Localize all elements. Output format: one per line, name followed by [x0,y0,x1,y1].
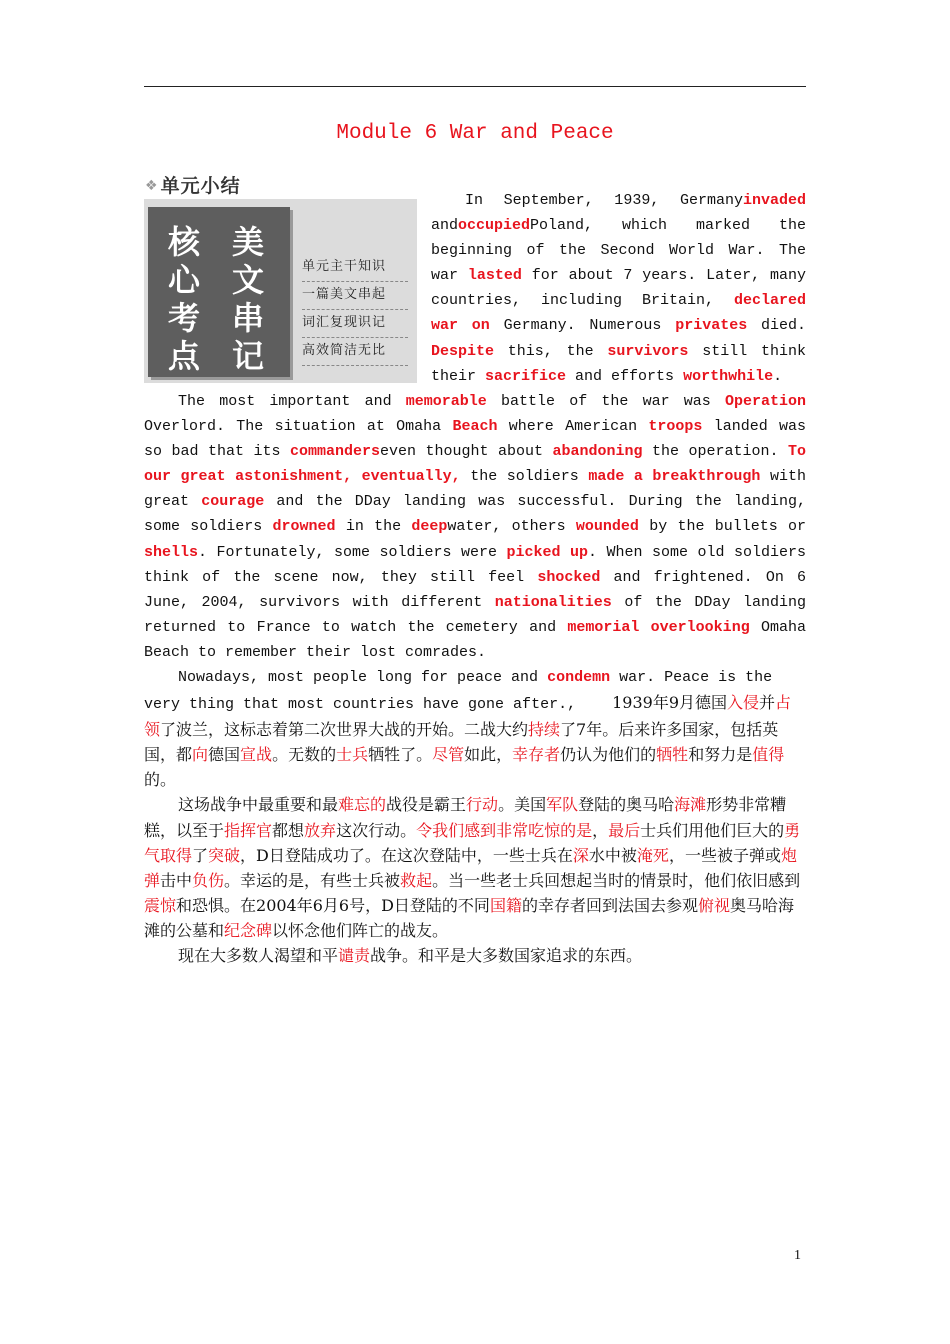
highlighted-term: 震惊 [144,895,177,915]
highlighted-term: 值得 [752,745,785,765]
page-title: Module 6 War and Peace [336,122,614,145]
highlighted-term: courage [201,493,265,511]
text-run: and efforts [566,367,684,385]
text-run: 士兵们用他们巨大的 [640,820,785,840]
highlighted-term: 突破 [208,845,241,865]
banner-lines [302,254,408,366]
text-run: 。美国 [498,795,547,815]
text-run: where American [497,418,649,436]
highlighted-term: 士兵 [336,745,369,765]
text-run: ，一些被子弹或 [668,845,781,865]
text-run: by the bullets or [638,518,806,536]
highlighted-term: worthwhile [683,367,774,385]
highlighted-term: 入侵 [727,693,760,713]
banner-line: 单元主干知识 [302,254,408,282]
text-run: 1939年9月德国 [612,693,727,713]
highlighted-term: declared war on [431,292,806,335]
text-run: 奥马哈海滩的公墓和 [144,895,794,940]
text-run: still think their [431,342,806,385]
text-run: 水中被 [588,845,637,865]
highlighted-term: privates [675,317,748,335]
text-run: 如此， [464,745,513,765]
text-run: the operation. [642,443,788,461]
text-run: 了波兰，这标志着第二次世界大战的开始。二战大约 [160,720,529,740]
banner-char: 考 [168,299,201,337]
highlighted-term: 勇气取得 [144,820,801,865]
highlighted-term: Operation [724,393,806,410]
text-run: died. [747,317,806,335]
text-run: ，D日登陆成功了。在这次登陆中，一些士兵在 [240,845,573,865]
banner-char: 串 [232,299,265,337]
text-run: 德国 [208,745,241,765]
text-run: 牺牲了。 [368,745,433,765]
banner-char: 文 [232,261,265,299]
text-run: Omaha Beach to remember their lost comrades. [144,618,806,661]
text-run: battle of the war was [486,393,725,410]
highlighted-term: condemn [547,669,611,686]
highlighted-term: 救起 [400,870,433,890]
text-run: Overlord. The situation at Omaha [144,418,453,436]
highlighted-term: abandoning [552,443,643,461]
highlighted-term: 宣战 [240,745,273,765]
highlighted-term: memorable [405,393,487,410]
text-run: 的幸存者回到法国去参观 [521,895,698,915]
spacer [576,696,612,713]
text-run: 战争。和平是大多数国家追求的东西。 [370,946,643,966]
text-run: 和努力是 [688,745,753,765]
text-run: 并 [759,693,776,713]
text-run: war. Peace is the very thing that most countries have gone after., [144,669,773,714]
text-run: and [431,217,459,235]
text-run: 的。 [144,770,177,790]
highlighted-term: To our great astonishment, eventually, [144,443,806,486]
text-run: In September, 1939, Germany [465,192,743,209]
text-run: landed was so bad that its [144,418,806,461]
highlighted-term: made a breakthrough [588,468,761,486]
text-run: 这场战争中最重要和最 [178,795,339,815]
highlighted-term: 难忘的 [338,795,387,815]
text-run: 以怀念他们阵亡的战友。 [272,920,449,940]
highlighted-term: 谴责 [338,946,371,966]
banner-char: 核 [168,223,201,261]
paragraph-1 [431,188,806,389]
text-run: Nowadays, most people long for peace and [178,669,548,686]
highlighted-term: shocked [537,568,601,586]
page-number: 1 [794,1248,801,1263]
paragraph-3-mixed [144,665,806,792]
highlighted-term: nationalities [494,593,612,611]
highlighted-term: 持续 [528,720,561,740]
banner-char: 记 [232,337,265,375]
highlighted-term: 最后 [608,820,641,840]
highlighted-term: survivors [607,342,689,360]
highlighted-term: 幸存者 [512,745,561,765]
highlighted-term: 行动 [466,795,499,815]
highlighted-term: occupied [458,217,531,235]
text-run: 都想 [272,820,305,840]
highlighted-term: 军队 [546,795,579,815]
highlighted-term: 国籍 [489,895,522,915]
highlighted-term: commanders [289,443,380,461]
banner-big-left [168,223,200,375]
highlighted-term: 向 [192,745,209,765]
highlighted-term: drowned [272,518,336,536]
highlighted-term: troops [648,418,703,436]
text-run: 仍认为他们的 [560,745,657,765]
banner-dark-panel [148,207,290,377]
highlighted-term: 牺牲 [656,745,689,765]
text-run: ， [592,820,609,840]
banner-big-right [232,223,264,375]
text-run: with great [144,468,806,511]
chinese-paragraph-2 [144,792,806,943]
text-run: 击中 [160,870,193,890]
highlighted-term: Despite [431,342,495,360]
text-run: in the [335,518,412,536]
text-run: and frightened. On 6 June, 2004, survivors with different [144,568,807,611]
highlighted-term: 深 [572,845,589,865]
highlighted-term: 炮弹 [144,845,797,890]
text-run: 战役是霸王 [386,795,467,815]
highlighted-term: lasted [467,267,522,285]
text-run: and the DDay landing was successful. During the landing, some soldiers [144,493,806,536]
highlighted-term: 负伤 [192,870,225,890]
highlighted-term: 尽管 [432,745,465,765]
text-run: 了7年。后来许多国家，包括英国，都 [144,720,779,765]
section-heading [145,171,241,198]
banner-char: 点 [168,337,201,375]
banner-line: 词汇复现识记 [302,310,408,338]
banner-char: 心 [168,261,201,299]
highlighted-term: wounded [575,518,639,536]
text-run: for about 7 years. Later, many countries, including Britain, [431,267,806,310]
highlighted-term: 放弃 [304,820,337,840]
banner-line: 高效简洁无比 [302,338,408,366]
text-run: 形势非常糟糕，以至于 [144,795,787,840]
text-run: even thought about [379,443,553,461]
highlighted-term: 指挥官 [224,820,273,840]
text-run: . Fortunately, some soldiers were [198,543,507,561]
header-rule [144,86,806,87]
highlighted-term: memorial overlooking [567,618,750,636]
diamond-icon: ❖ [145,178,159,194]
highlighted-term: invaded [742,192,806,209]
text-run: 。无数的 [272,745,337,765]
text-run: 和恐惧。在2004年6月6号，D日登陆的不同 [176,895,490,915]
paragraph-block-2 [144,389,806,665]
banner-line: 一篇美文串起 [302,282,408,310]
text-run: 了 [192,845,209,865]
text-run: 这次行动。 [336,820,417,840]
highlighted-term: Beach [452,418,498,436]
text-run: . When some old soldiers think of the scene now, they still feel [144,543,806,586]
text-run: 。幸运的是，有些士兵被 [224,870,401,890]
text-run: 现在大多数人渴望和平 [178,946,339,966]
summary-banner [144,199,417,383]
highlighted-term: 占领 [144,693,792,740]
paragraph-block-3 [144,665,806,968]
text-run: Poland, which marked the beginning of the Second World War. The war [431,217,806,285]
text-run: this, the [494,342,608,360]
highlighted-term: 纪念碑 [224,920,273,940]
text-run: . [773,367,783,385]
highlighted-term: shells [144,543,199,561]
highlighted-term: deep [411,518,448,536]
highlighted-term: picked up [506,543,588,561]
highlighted-term: 淹死 [636,845,669,865]
text-run: Germany. Numerous [489,317,676,335]
text-run: the soldiers [460,468,589,486]
banner-char: 美 [232,223,265,261]
highlighted-term: 海滩 [674,795,707,815]
highlighted-term: sacrifice [485,367,567,385]
text-run: 登陆的奥马哈 [578,795,675,815]
paragraph-2 [144,389,806,665]
chinese-paragraph-3 [144,943,806,968]
highlighted-term: 俯视 [697,895,730,915]
highlighted-term: 令我们感到非常吃惊的是 [416,820,593,840]
text-run: The most important and [178,393,406,410]
section-heading-label: 单元小结 [160,175,241,197]
text-run: of the DDay landing returned to France to watch the cemetery and [144,593,806,636]
text-run: water, others [447,518,576,536]
text-run: 。当一些老士兵回想起当时的情景时，他们依旧感到 [432,870,801,890]
